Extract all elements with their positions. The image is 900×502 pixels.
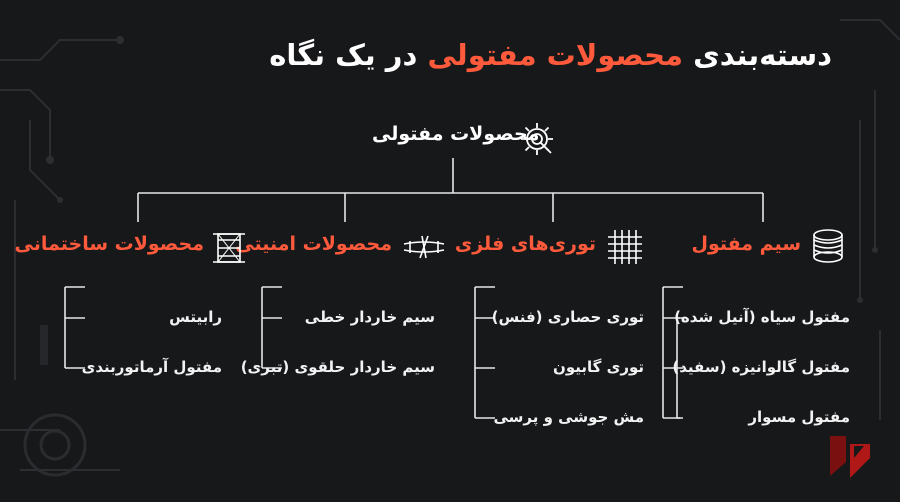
wire-item-1: مفتول سیاه (آنیل شده) bbox=[674, 308, 850, 326]
wire-item-2: مفتول گالوانیزه (سفید) bbox=[672, 358, 850, 376]
category-wire-label: سیم مفتول bbox=[691, 233, 801, 255]
mesh-item-1: توری حصاری (فنس) bbox=[491, 308, 644, 326]
wire-item-3: مفتول مسوار bbox=[748, 408, 850, 426]
mesh-item-3: مش جوشی و پرسی bbox=[493, 408, 644, 426]
root-node-label: محصولات مفتولی bbox=[372, 123, 540, 145]
security-item-1: سیم خاردار خطی bbox=[304, 308, 435, 326]
rebar-frame-icon bbox=[210, 228, 248, 268]
brand-logo bbox=[824, 432, 876, 482]
mesh-item-2: توری گابیون bbox=[553, 358, 644, 376]
barbed-wire-icon bbox=[402, 228, 446, 266]
construction-item-1: رابیتس bbox=[169, 308, 222, 326]
security-item-2: سیم خاردار حلقوی (تبری) bbox=[240, 358, 435, 376]
category-security-label: محصولات امنیتی bbox=[235, 233, 392, 255]
mesh-grid-icon bbox=[606, 228, 644, 266]
category-mesh-label: توری‌های فلزی bbox=[454, 233, 596, 255]
page-title bbox=[269, 38, 832, 72]
title-part-before: دسته‌بندی bbox=[693, 38, 832, 72]
connector-lines bbox=[65, 158, 763, 418]
wire-coil-icon bbox=[808, 226, 848, 266]
category-construction-label: محصولات ساختمانی bbox=[14, 233, 204, 255]
title-part-after: در یک نگاه bbox=[269, 38, 418, 72]
construction-item-2: مفتول آرماتوربندی bbox=[81, 358, 222, 376]
title-part-accent: محصولات مفتولی bbox=[427, 38, 683, 72]
